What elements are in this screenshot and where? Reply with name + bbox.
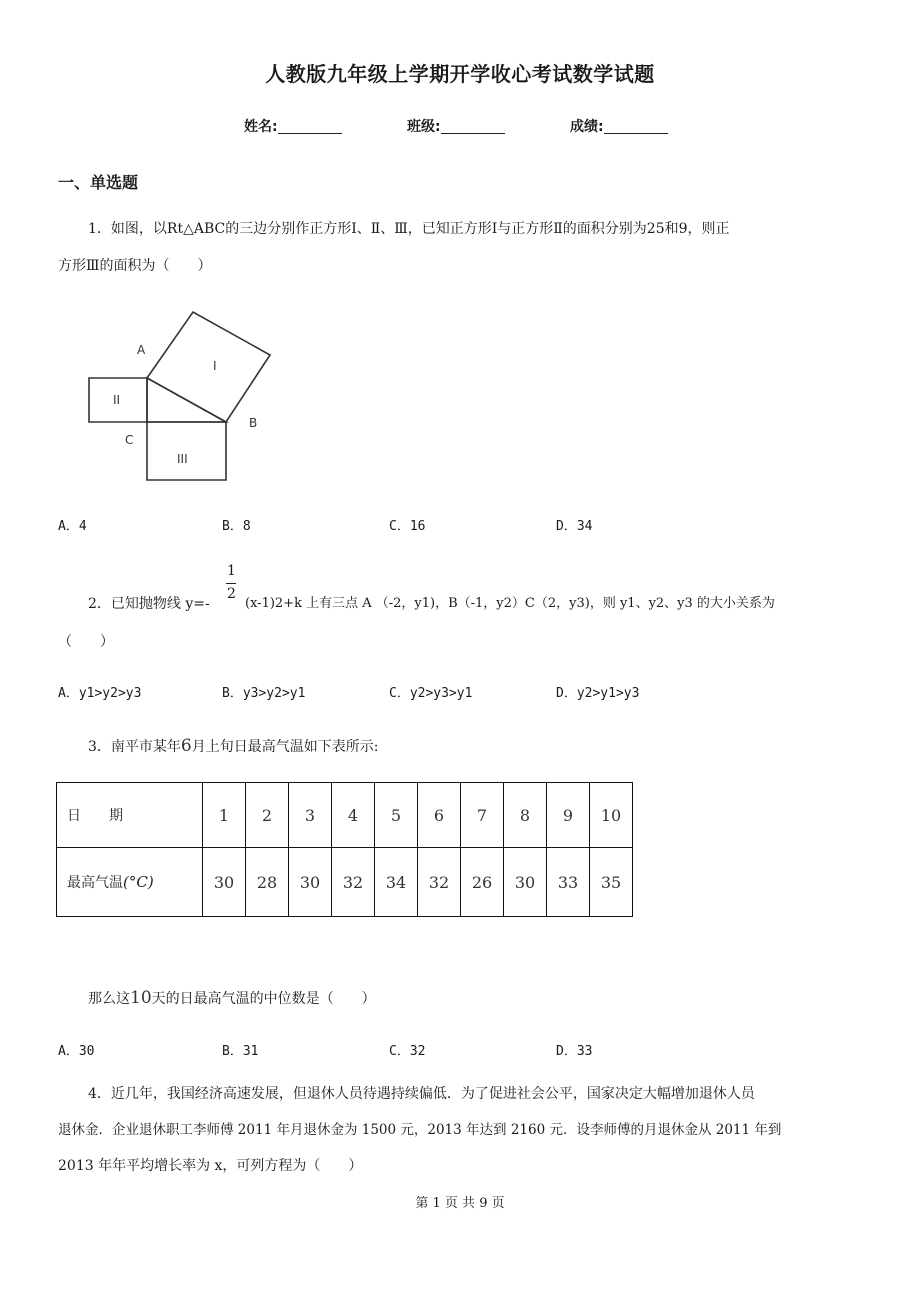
section-single-choice: 一、单选题 xyxy=(58,173,139,192)
page-footer: 第 1 页 共 9 页 xyxy=(415,1196,505,1211)
day-cell: 7 xyxy=(461,783,504,848)
label-ii: II xyxy=(113,393,121,407)
temp-label: 最高气温 xyxy=(67,875,123,891)
day-cell: 5 xyxy=(375,783,418,848)
q3-month: 6 xyxy=(180,736,192,756)
label-iii: III xyxy=(177,452,188,466)
q3-line2 xyxy=(88,988,376,1009)
q1-option-b[interactable]: B．8 xyxy=(222,519,251,534)
square-iii-shape xyxy=(147,422,226,480)
day-cell: 9 xyxy=(547,783,590,848)
day-cell: 6 xyxy=(418,783,461,848)
q2-option-b[interactable]: B．y3>y2>y1 xyxy=(222,686,306,701)
temp-unit: (°C) xyxy=(123,873,154,891)
label-i: I xyxy=(213,359,217,373)
temp-cell: 30 xyxy=(203,848,246,917)
table-header-temp xyxy=(57,848,203,917)
triangle-abc-shape xyxy=(147,378,226,422)
table-header-date: 日 期 xyxy=(57,783,203,848)
name-field xyxy=(244,116,342,136)
q1-line2: 方形Ⅲ的面积为（ ） xyxy=(58,258,212,274)
day-cell: 8 xyxy=(504,783,547,848)
q3-option-b[interactable]: B．31 xyxy=(222,1044,259,1059)
score-label: 成绩: xyxy=(570,119,604,135)
day-cell: 4 xyxy=(332,783,375,848)
q1-option-d[interactable]: D．34 xyxy=(556,519,593,534)
score-field xyxy=(570,116,668,136)
class-blank xyxy=(441,119,505,134)
q3-line1-a: 3．南平市某年 xyxy=(88,739,181,755)
q2-option-d[interactable]: D．y2>y1>y3 xyxy=(556,686,640,701)
q4-line2: 退休金．企业退休职工李师傅 2011 年月退休金为 1500 元，2013 年达到 2160 元．设李师傅的月退休金从 2011 年到 xyxy=(58,1122,782,1138)
q2-line1-a: 2．已知抛物线 y=- xyxy=(88,596,210,612)
temp-cell: 32 xyxy=(332,848,375,917)
day-cell: 10 xyxy=(590,783,633,848)
table-row-temps xyxy=(57,848,633,917)
q3-option-c[interactable]: C．32 xyxy=(389,1044,426,1059)
temp-cell: 33 xyxy=(547,848,590,917)
temp-cell: 28 xyxy=(246,848,289,917)
q3-option-d[interactable]: D．33 xyxy=(556,1044,593,1059)
name-blank xyxy=(278,119,342,134)
q1-option-a[interactable]: A．4 xyxy=(58,519,87,534)
score-blank xyxy=(604,119,668,134)
q3-line1-b: 月上旬日最高气温如下表所示: xyxy=(191,739,379,755)
q3-line2-b: 天的日最高气温的中位数是（ ） xyxy=(151,991,376,1007)
temp-cell: 32 xyxy=(418,848,461,917)
name-label: 姓名: xyxy=(244,119,278,135)
q1-figure xyxy=(80,305,280,490)
temp-cell: 35 xyxy=(590,848,633,917)
table-row-dates xyxy=(57,783,633,848)
q2-line2: （ ） xyxy=(58,634,114,650)
label-b: B xyxy=(249,416,258,430)
q2-frac-bar xyxy=(226,583,236,584)
q3-line2-a: 那么这 xyxy=(88,991,130,1007)
day-cell: 3 xyxy=(289,783,332,848)
day-cell: 1 xyxy=(203,783,246,848)
label-a: A xyxy=(137,343,146,357)
square-i-shape xyxy=(147,312,270,422)
q2-frac-den: 2 xyxy=(227,586,236,602)
q1-line1: 1．如图，以Rt△ABC的三边分别作正方形Ⅰ、Ⅱ、Ⅲ，已知正方形Ⅰ与正方形Ⅱ的面积分别为25和9，则正 xyxy=(88,221,730,237)
page-title: 人教版九年级上学期开学收心考试数学试题 xyxy=(265,62,655,86)
q2-line1-b: (x-1)2+k 上有三点 A （-2，y1)，B（-1，y2）C（2，y3)，则 y1、y2、y3 的大小关系为 xyxy=(245,596,775,611)
temperature-table xyxy=(56,782,633,917)
q3-count: 10 xyxy=(130,988,152,1008)
day-cell: 2 xyxy=(246,783,289,848)
class-label: 班级: xyxy=(407,119,441,135)
q4-line3: 2013 年年平均增长率为 x，可列方程为（ ） xyxy=(58,1158,363,1174)
temp-cell: 30 xyxy=(504,848,547,917)
q2-option-a[interactable]: A．y1>y2>y3 xyxy=(58,686,142,701)
q2-frac-num: 1 xyxy=(227,563,236,579)
q2-option-c[interactable]: C．y2>y3>y1 xyxy=(389,686,473,701)
temp-cell: 30 xyxy=(289,848,332,917)
temp-cell: 26 xyxy=(461,848,504,917)
class-field xyxy=(407,116,505,136)
q1-option-c[interactable]: C．16 xyxy=(389,519,426,534)
q3-line1 xyxy=(88,736,378,757)
temp-cell: 34 xyxy=(375,848,418,917)
q3-option-a[interactable]: A．30 xyxy=(58,1044,95,1059)
q4-line1: 4．近几年，我国经济高速发展，但退休人员待遇持续偏低．为了促进社会公平，国家决定大幅增加退休人员 xyxy=(88,1086,755,1102)
label-c: C xyxy=(125,433,134,447)
